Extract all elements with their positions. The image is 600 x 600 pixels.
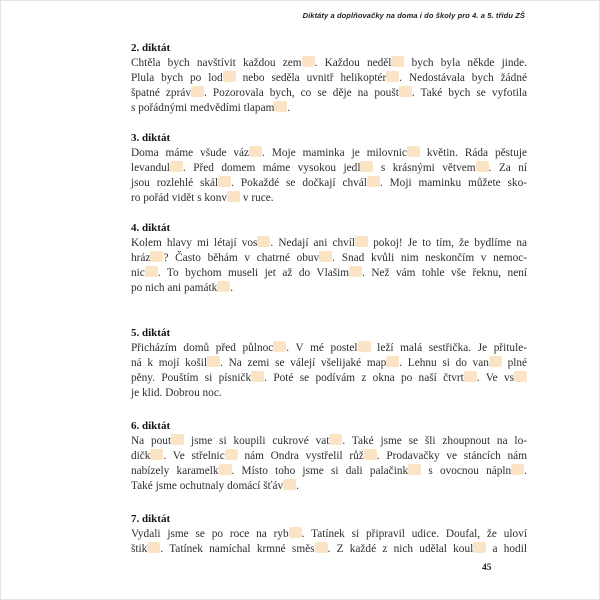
text-segment: jsme si koupili cukrové vat <box>184 435 330 447</box>
fill-in-blank[interactable] <box>223 71 236 82</box>
fill-in-blank[interactable] <box>386 71 399 82</box>
text-segment: . Než vám tohle vše řeknu, není <box>362 267 527 279</box>
text-segment: ? Často běhám v chatrné obuv <box>163 252 320 264</box>
text-segment: . Pozorovala bych, co se děje na poušt <box>204 87 399 99</box>
text-line <box>131 527 527 542</box>
text-segment: Kolem hlavy mi létají vos <box>131 237 258 249</box>
diktat-section <box>131 419 527 494</box>
diktat-section <box>131 41 527 116</box>
text-segment: v ruce. <box>240 192 274 204</box>
fill-in-blank[interactable] <box>170 161 183 172</box>
text-segment: nám Ondra vystřelil růž <box>237 450 364 462</box>
text-segment: pokoj! Je to tím, že bydlíme na <box>368 237 527 249</box>
fill-in-blank[interactable] <box>319 251 332 262</box>
text-segment: . Nedají ani chvíl <box>270 237 356 249</box>
fill-in-blank[interactable] <box>283 479 296 490</box>
fill-in-blank[interactable] <box>514 371 527 382</box>
diktat-section <box>131 221 527 296</box>
fill-in-blank[interactable] <box>367 176 380 187</box>
fill-in-blank[interactable] <box>207 356 220 367</box>
fill-in-blank[interactable] <box>225 449 238 460</box>
text-segment: . Na zemi se válejí všelijaké map <box>220 357 387 369</box>
fill-in-blank[interactable] <box>191 86 204 97</box>
text-line <box>131 449 527 464</box>
text-line <box>131 101 527 116</box>
text-line <box>131 86 527 101</box>
text-segment: ro pořád vidět s konv <box>131 192 228 204</box>
fill-in-blank[interactable] <box>145 266 158 277</box>
fill-in-blank[interactable] <box>251 371 264 382</box>
fill-in-blank[interactable] <box>274 101 287 112</box>
fill-in-blank[interactable] <box>399 86 412 97</box>
text-segment: . Pokaždé se dočkají chvál <box>231 177 367 189</box>
text-segment: špatné zpráv <box>131 87 192 99</box>
text-segment: . Tatínek si připravil udice. Doufal, že uloví <box>301 528 527 540</box>
diktat-heading: 5. diktát <box>131 327 171 339</box>
fill-in-blank[interactable] <box>329 434 342 445</box>
fill-in-blank[interactable] <box>150 449 163 460</box>
text-line <box>131 251 527 266</box>
diktat-section <box>131 131 527 206</box>
dictation-content <box>131 41 527 572</box>
diktat-heading: 7. diktát <box>131 513 171 525</box>
text-segment: . Také jsme se šli zhoupnout na lo- <box>342 435 527 447</box>
fill-in-blank[interactable] <box>355 236 368 247</box>
text-line <box>131 479 527 494</box>
text-segment: . Nedostávala bych žádné <box>399 72 527 84</box>
text-segment: leží malá sestřička. Je přitule- <box>370 342 527 354</box>
fill-in-blank[interactable] <box>249 146 262 157</box>
text-segment: a hodil <box>486 543 527 555</box>
fill-in-blank[interactable] <box>171 434 184 445</box>
text-segment: nic <box>131 267 145 279</box>
fill-in-blank[interactable] <box>150 251 163 262</box>
text-segment: s krásnými větvem <box>373 162 476 174</box>
text-segment: je klid. Dobrou noc. <box>131 387 222 399</box>
text-segment: . To bychom museli jet až do Vlašim <box>157 267 350 279</box>
text-segment: Přicházím domů před půlnoc <box>131 342 274 354</box>
fill-in-blank[interactable] <box>227 191 240 202</box>
text-segment: bych byla někde jinde. <box>404 57 528 69</box>
text-segment: nebo seděla uvnitř helikoptér <box>235 72 387 84</box>
text-segment: květin. Ráda pěstuje <box>419 147 527 159</box>
text-segment: s ovocnou nápln <box>421 465 512 477</box>
text-segment: štik <box>131 543 148 555</box>
diktat-heading: 6. diktát <box>131 420 171 432</box>
text-line <box>131 191 527 206</box>
text-segment: . <box>287 102 291 114</box>
fill-in-blank[interactable] <box>386 356 399 367</box>
text-segment: s pořádnými medvědími tlapam <box>131 102 275 114</box>
text-line <box>131 464 527 479</box>
text-segment: . <box>296 480 299 492</box>
fill-in-blank[interactable] <box>473 542 486 553</box>
text-segment: plné <box>501 357 528 369</box>
fill-in-blank[interactable] <box>408 464 421 475</box>
fill-in-blank[interactable] <box>360 161 373 172</box>
text-segment: . Tatínek namíchal krmné směs <box>160 543 315 555</box>
text-segment: . Z každé z nich udělal koul <box>327 543 474 555</box>
diktat-section <box>131 326 527 401</box>
text-segment: Vydali jsme se po roce na ryb <box>131 528 289 540</box>
text-segment: . <box>524 465 528 477</box>
text-segment: . Snad kvůli nim neskončím v nemoc- <box>332 252 527 264</box>
fill-in-blank[interactable] <box>391 56 404 67</box>
text-segment: po nich ani památk <box>131 282 218 294</box>
text-line <box>131 56 527 71</box>
text-segment: nabízely karamelk <box>131 465 219 477</box>
text-segment: . V mé postel <box>286 342 358 354</box>
diktat-heading: 3. diktát <box>131 132 171 144</box>
text-segment: ná k mojí košil <box>131 357 208 369</box>
diktat-section <box>131 512 527 557</box>
fill-in-blank[interactable] <box>407 146 420 157</box>
text-segment: levandul <box>131 162 170 174</box>
fill-in-blank[interactable] <box>349 266 362 277</box>
text-segment: . Poté se podívám z okna po naší čtvrt <box>264 372 464 384</box>
text-line <box>131 341 527 356</box>
page-number: 45 <box>482 563 492 573</box>
text-line <box>131 161 527 176</box>
text-segment: Doma máme všude váz <box>131 147 250 159</box>
text-line <box>131 434 527 449</box>
text-line <box>131 176 527 191</box>
text-segment: Chtěla bych navštívit každou zem <box>131 57 302 69</box>
fill-in-blank[interactable] <box>147 542 160 553</box>
text-segment: . Moje maminka je milovnic <box>262 147 407 159</box>
text-segment: . Prodavačky ve stáncích nám <box>376 450 527 462</box>
running-header: Diktáty a doplňovačky na doma i do školy pro 4. a 5. třídu ZŠ <box>302 11 525 20</box>
text-line <box>131 266 527 281</box>
fill-in-blank[interactable] <box>511 464 524 475</box>
text-line <box>131 281 527 296</box>
text-segment: hráz <box>131 252 151 264</box>
text-segment: . Za ní <box>488 162 527 174</box>
text-segment: pěny. Pouštím si písničk <box>131 372 252 384</box>
text-segment: . Lehnu si do van <box>399 357 489 369</box>
fill-in-blank[interactable] <box>364 449 377 460</box>
text-segment: . Ve střelnic <box>163 450 225 462</box>
fill-in-blank[interactable] <box>464 371 477 382</box>
text-segment: Na pout <box>131 435 172 447</box>
fill-in-blank[interactable] <box>219 464 232 475</box>
text-line <box>131 542 527 557</box>
text-segment: . Každou neděl <box>314 57 392 69</box>
text-segment: . Místo toho jsme si dali palačink <box>231 465 409 477</box>
text-segment: Také jsme ochutnaly domácí šťáv <box>131 480 284 492</box>
fill-in-blank[interactable] <box>217 281 230 292</box>
fill-in-blank[interactable] <box>315 542 328 553</box>
text-line <box>131 146 527 161</box>
text-line <box>131 371 527 386</box>
text-segment: dičk <box>131 450 151 462</box>
fill-in-blank[interactable] <box>302 56 315 67</box>
text-line <box>131 236 527 251</box>
text-segment: . Ve vs <box>476 372 514 384</box>
diktat-heading: 4. diktát <box>131 222 171 234</box>
text-segment: Plula bych po lod <box>131 72 223 84</box>
fill-in-blank[interactable] <box>273 341 286 352</box>
text-segment: . Moji maminku můžete sko- <box>379 177 527 189</box>
diktat-heading: 2. diktát <box>131 42 171 54</box>
fill-in-blank[interactable] <box>218 176 231 187</box>
text-segment: jsou rozlehlé skál <box>131 177 219 189</box>
text-line <box>131 71 527 86</box>
fill-in-blank[interactable] <box>476 161 489 172</box>
fill-in-blank[interactable] <box>358 341 371 352</box>
text-segment: . <box>230 282 234 294</box>
text-line <box>131 386 527 401</box>
text-line <box>131 356 527 371</box>
text-segment: . Před domem máme vysokou jedl <box>182 162 361 174</box>
fill-in-blank[interactable] <box>489 356 502 367</box>
fill-in-blank[interactable] <box>257 236 270 247</box>
fill-in-blank[interactable] <box>289 527 302 538</box>
text-segment: . Také bych se vyfotila <box>411 87 527 99</box>
